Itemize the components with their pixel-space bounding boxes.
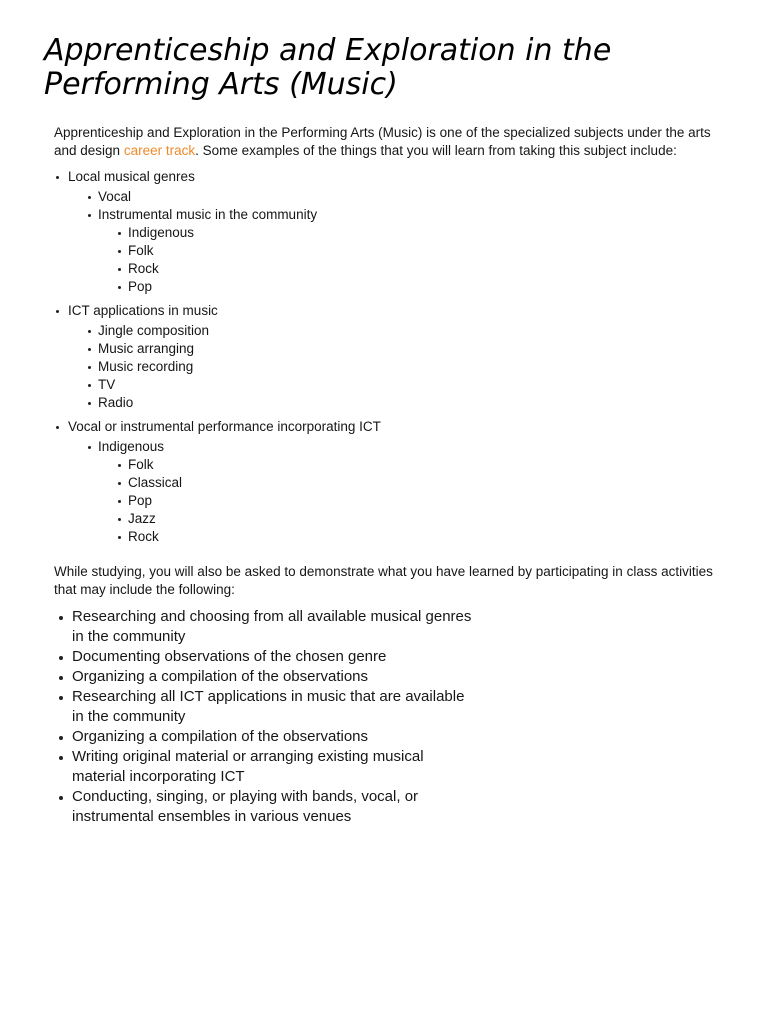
topic-item-label: Music recording <box>98 359 194 374</box>
intro-text-before-link: Apprenticeship and Exploration in the Performing Arts (Music) is one of the specialized subjects under the arts and design <box>54 125 711 158</box>
activity-item: Documenting observations of the chosen genre <box>54 647 474 667</box>
subitem: Jazz <box>114 510 724 528</box>
career-track-link[interactable]: career track <box>123 143 196 158</box>
topic-local-musical-genres <box>54 168 724 296</box>
subitems-list <box>114 224 724 296</box>
topic-item <box>84 322 724 340</box>
topic-item <box>84 206 724 296</box>
intro-text-after-link: . Some examples of the things that you will learn from taking this subject include: <box>195 143 677 158</box>
topic-items <box>84 322 724 412</box>
topic-item <box>84 188 724 206</box>
topic-item-label: TV <box>98 377 116 392</box>
topic-item-label: Radio <box>98 395 134 410</box>
topic-item-label: Indigenous <box>98 439 165 454</box>
topic-item <box>84 376 724 394</box>
subitem: Folk <box>114 456 724 474</box>
subitem: Indigenous <box>114 224 724 242</box>
activity-item: Researching all ICT applications in music that are available in the community <box>54 687 474 727</box>
topic-item-label: Music arranging <box>98 341 195 356</box>
topic-items <box>84 188 724 296</box>
topic-item <box>84 340 724 358</box>
topic-item-label: Instrumental music in the community <box>98 207 318 222</box>
subitem: Folk <box>114 242 724 260</box>
topic-item <box>84 394 724 412</box>
subitem: Rock <box>114 260 724 278</box>
topic-items <box>84 438 724 546</box>
topics-list <box>54 168 724 546</box>
activities-list <box>54 607 474 827</box>
activity-item: Organizing a compilation of the observations <box>54 667 474 687</box>
subitem: Pop <box>114 278 724 296</box>
activity-item: Conducting, singing, or playing with bands, vocal, or instrumental ensembles in various venues <box>54 787 474 827</box>
activity-item: Writing original material or arranging existing musical material incorporating ICT <box>54 747 474 787</box>
topic-item <box>84 438 724 546</box>
topic-label: ICT applications in music <box>68 303 218 318</box>
activities-intro-paragraph: While studying, you will also be asked to demonstrate what you have learned by participating in class activities that may include the following: <box>54 564 713 597</box>
subitem: Classical <box>114 474 724 492</box>
subitem: Rock <box>114 528 724 546</box>
topic-label: Local musical genres <box>68 169 195 184</box>
topic-label: Vocal or instrumental performance incorporating ICT <box>68 419 381 434</box>
page-title: Apprenticeship and Exploration in the Performing Arts (Music) <box>44 33 612 102</box>
topic-item-label: Vocal <box>98 189 132 204</box>
topic-item-label: Jingle composition <box>98 323 210 338</box>
intro-paragraph <box>54 124 724 160</box>
activity-item: Researching and choosing from all available musical genres in the community <box>54 607 474 647</box>
activity-item: Organizing a compilation of the observations <box>54 727 474 747</box>
topic-vocal-or-instrumental-performance <box>54 418 724 546</box>
subitems-list <box>114 456 724 546</box>
topic-ict-applications <box>54 302 724 412</box>
subitem: Pop <box>114 492 724 510</box>
document-content <box>54 124 724 827</box>
topic-item <box>84 358 724 376</box>
